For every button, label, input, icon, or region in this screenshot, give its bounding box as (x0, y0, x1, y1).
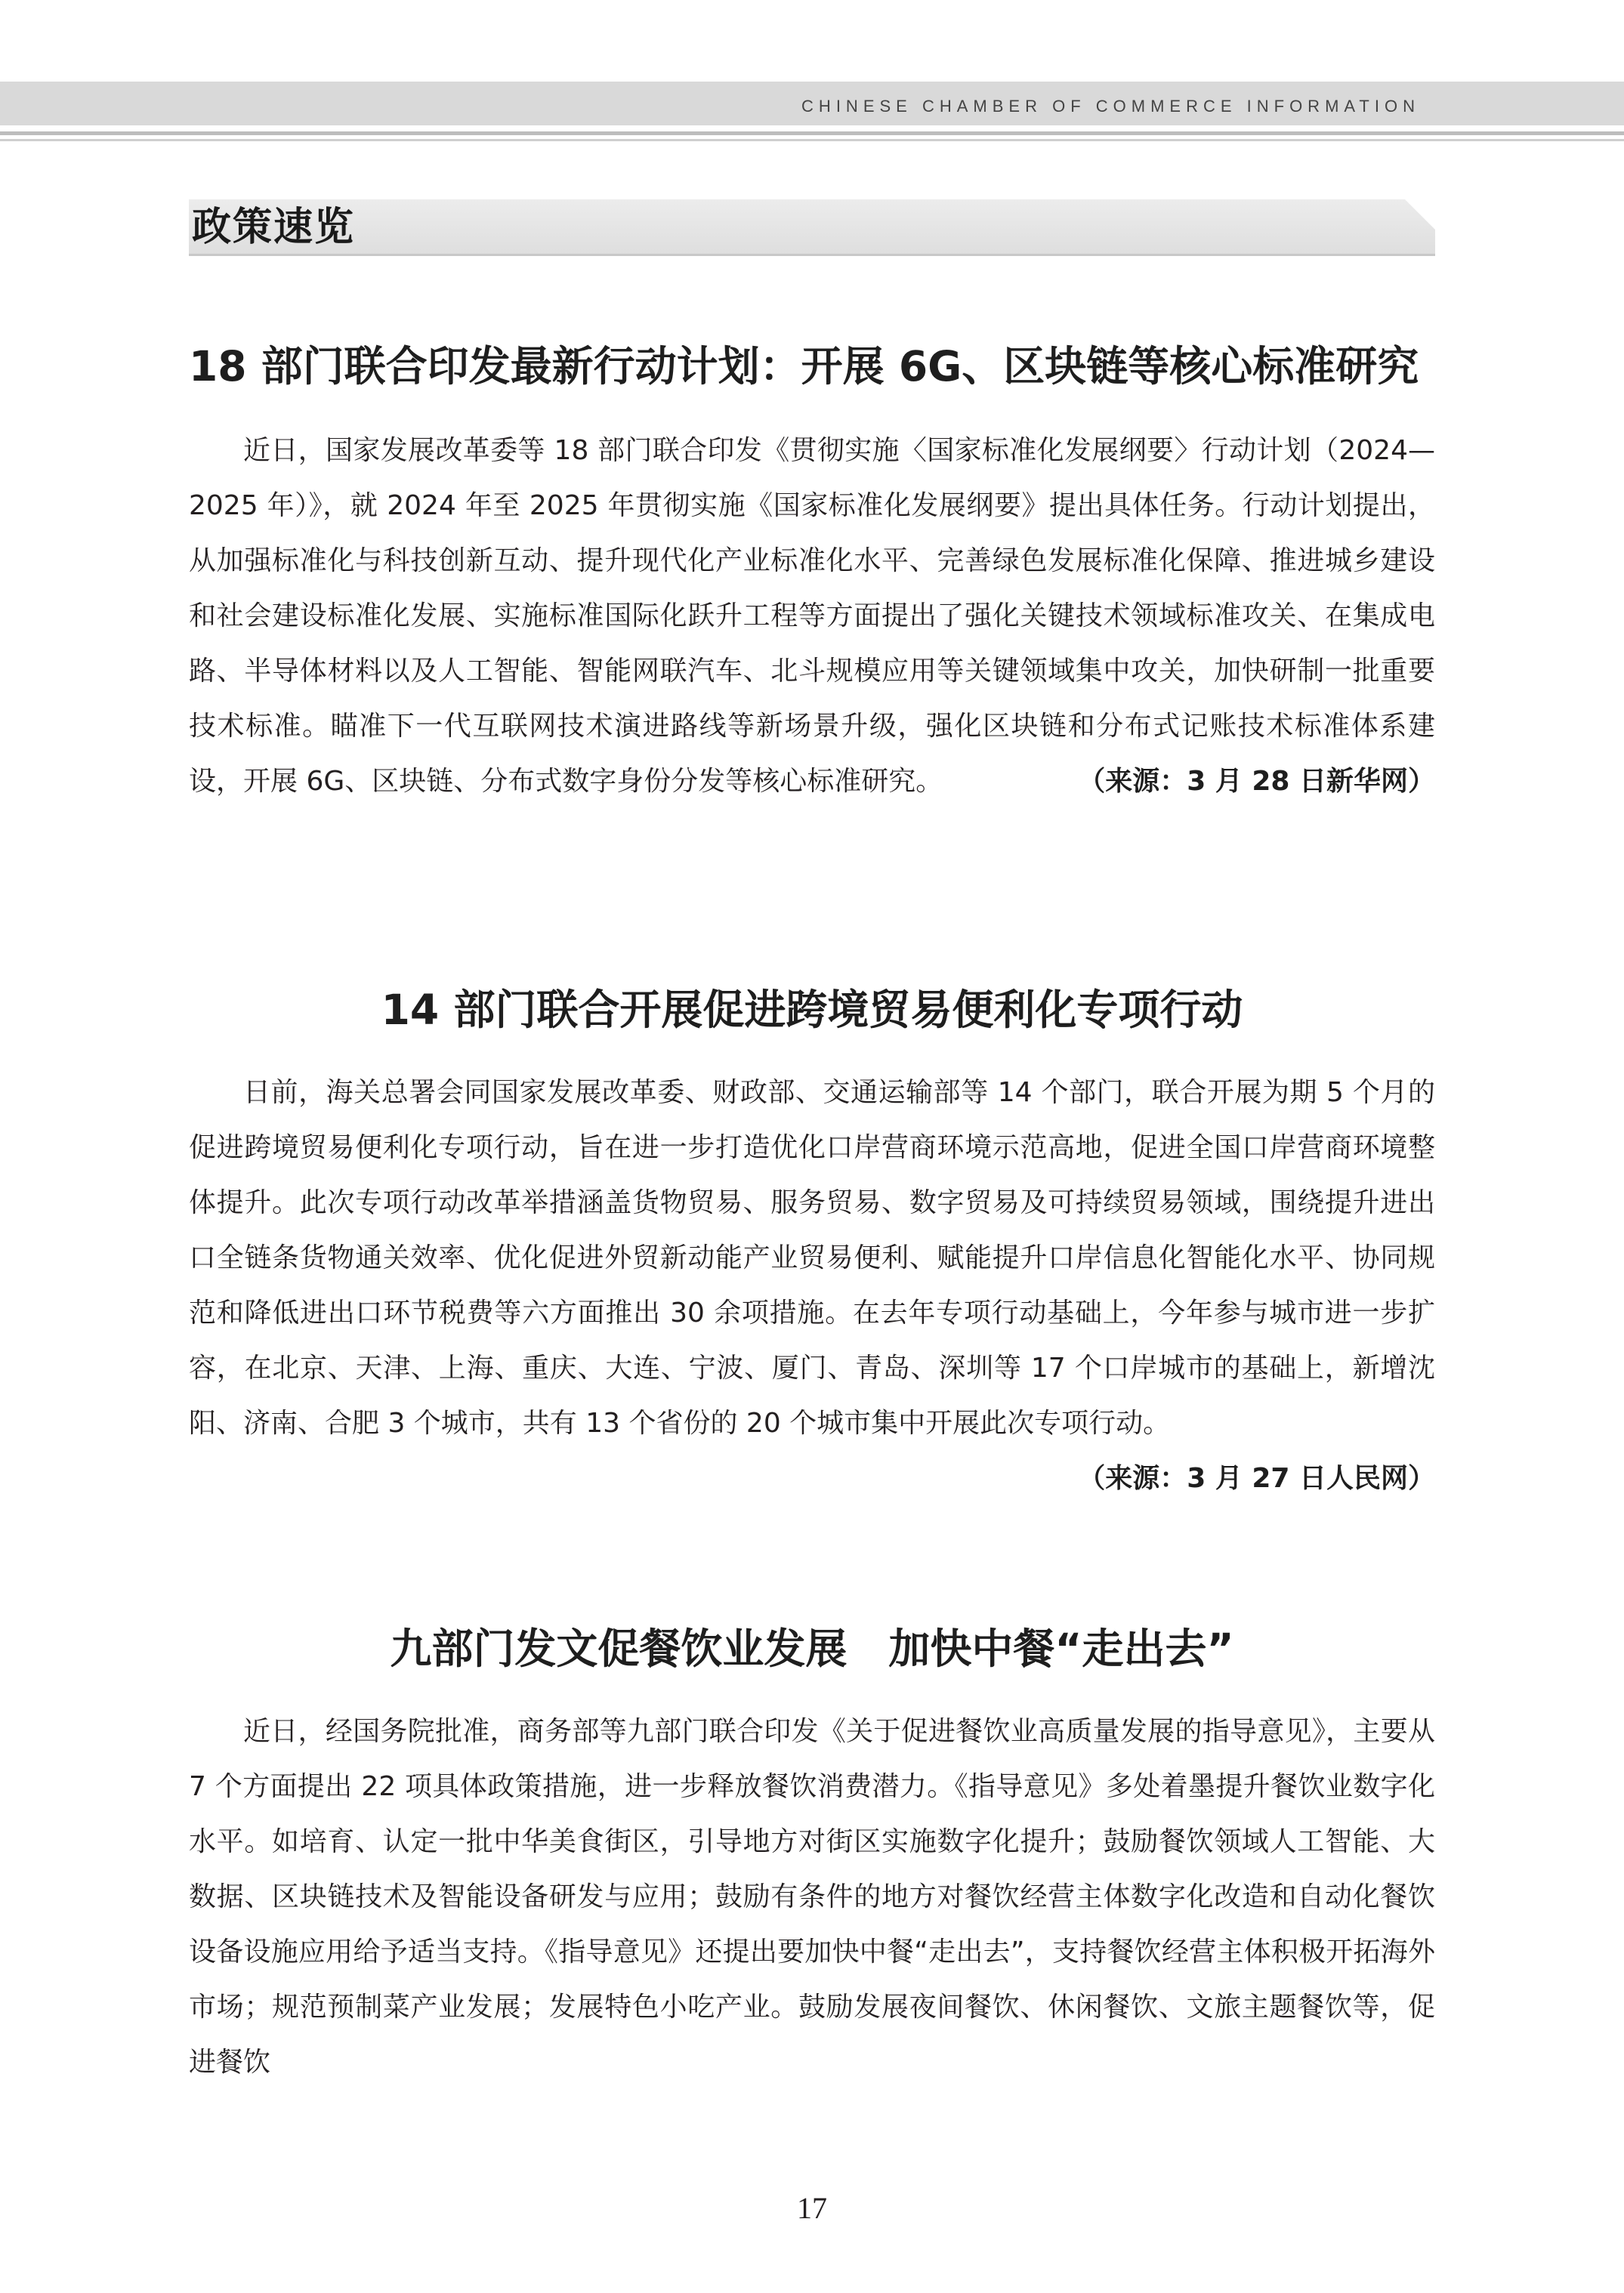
header-rule-secondary (0, 139, 1624, 141)
page-number: 17 (797, 2191, 827, 2225)
header-rule (0, 131, 1624, 135)
article-source: （来源：3 月 27 日人民网） (1078, 1463, 1435, 1494)
article-catering (189, 1622, 1435, 2090)
article-cross-border-trade (189, 983, 1435, 1506)
article-body (189, 1065, 1435, 1494)
section-title: 政策速览 (192, 204, 356, 250)
article-standardization (189, 340, 1435, 809)
article-text: 近日，国家发展改革委等 18 部门联合印发《贯彻实施〈国家标准化发展纲要〉行动计划（2024—2025 年）》，就 2024 年至 2025 年贯彻实施《国家标准化发展纲要》提出具体任务。行动计划提出，从加强标准化与科技创新互动、提升现代化产业标准化水平、完善绿色发展标准化保障、推进城乡建设和社会建设标准化发展、实施标准国际化跃升工程等方面提出了强化关键技术领域标准攻关、在集成电路、半导体材料以及人工智能、智能网联汽车、北斗规模应用等关键领域集中攻关，加快研制一批重要技术标准。瞄准下一代互联网技术演进路线等新场景升级，强化区块链和分布式记账技术标准体系建设，开展 6G、区块链、分布式数字身份分发等核心标准研究。 (189, 435, 1435, 797)
article-title: 14 部门联合开展促进跨境贸易便利化专项行动 (381, 986, 1243, 1034)
article-source: （来源：3 月 28 日新华网） (1078, 766, 1435, 797)
article-title: 18 部门联合印发最新行动计划：开展 6G、区块链等核心标准研究 (189, 342, 1419, 390)
article-title: 九部门发文促餐饮业发展 加快中餐“走出去” (390, 1625, 1234, 1673)
publication-header: CHINESE CHAMBER OF COMMERCE INFORMATION (801, 97, 1420, 116)
article-text: 日前，海关总署会同国家发展改革委、财政部、交通运输部等 14 个部门，联合开展为期 5 个月的促进跨境贸易便利化专项行动，旨在进一步打造优化口岸营商环境示范高地，促进全国口岸营商环境整体提升。此次专项行动改革举措涵盖货物贸易、服务贸易、数字贸易及可持续贸易领域，围绕提升进出口全链条货物通关效率、优化促进外贸新动能产业贸易便利、赋能提升口岸信息化智能化水平、协同规范和降低进出口环节税费等六方面推出 30 余项措施。在去年专项行动基础上，今年参与城市进一步扩容，在北京、天津、上海、重庆、大连、宁波、厦门、青岛、深圳等 17 个口岸城市的基础上，新增沈阳、济南、合肥 3 个城市，共有 13 个省份的 20 个城市集中开展此次专项行动。 (189, 1077, 1435, 1439)
section-title-underline (189, 254, 1435, 256)
article-body (189, 423, 1435, 809)
article-text: 近日，经国务院批准，商务部等九部门联合印发《关于促进餐饮业高质量发展的指导意见》，主要从 7 个方面提出 22 项具体政策措施，进一步释放餐饮消费潜力。《指导意见》多处着墨提升餐饮业数字化水平。如培育、认定一批中华美食街区，引导地方对街区实施数字化提升；鼓励餐饮领域人工智能、大数据、区块链技术及智能设备研发与应用；鼓励有条件的地方对餐饮经营主体数字化改造和自动化餐饮设备设施应用给予适当支持。《指导意见》还提出要加快中餐“走出去”，支持餐饮经营主体积极开拓海外市场；规范预制菜产业发展；发展特色小吃产业。鼓励发展夜间餐饮、休闲餐饮、文旅主题餐饮等，促进餐饮 (189, 1716, 1435, 2078)
section-title-band (189, 199, 1435, 255)
article-body (189, 1704, 1435, 2090)
